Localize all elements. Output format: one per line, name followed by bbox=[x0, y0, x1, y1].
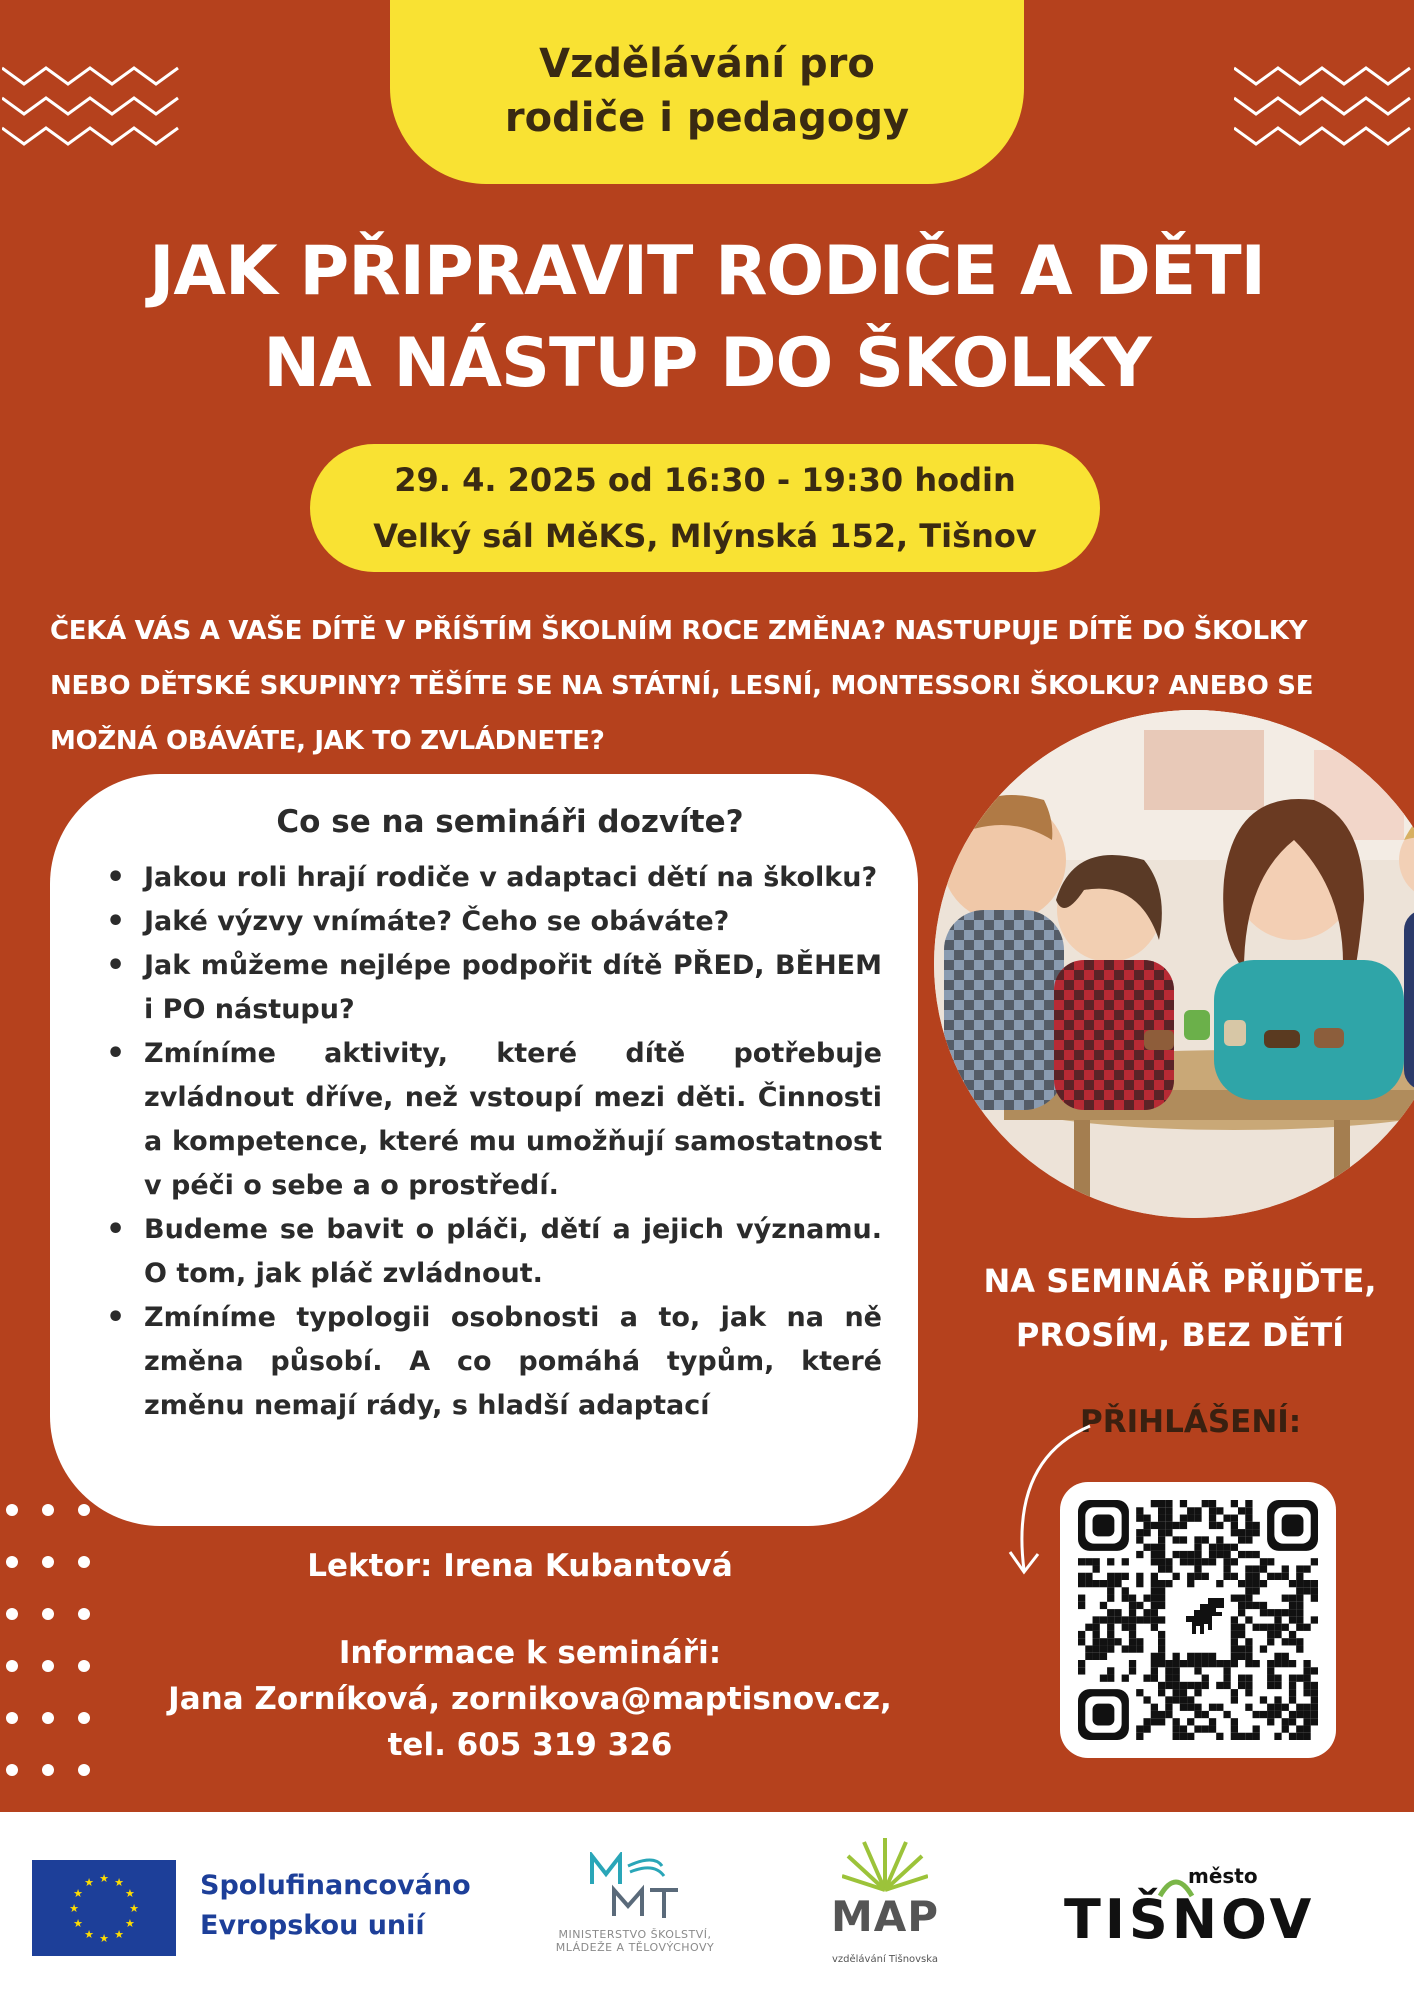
svg-text:★: ★ bbox=[73, 1917, 83, 1930]
contact-phone[interactable]: tel. 605 319 326 bbox=[387, 1727, 673, 1763]
msmt-text bbox=[530, 1928, 740, 1954]
topics-heading: Co se na semináři dozvíte? bbox=[276, 804, 744, 840]
msmt-logo bbox=[530, 1852, 740, 1962]
svg-text:★: ★ bbox=[129, 1902, 139, 1915]
page-title bbox=[0, 226, 1414, 410]
qr-code-icon bbox=[1078, 1500, 1318, 1740]
svg-text:★: ★ bbox=[99, 1872, 109, 1885]
lecturer: Lektor: Irena Kubantová bbox=[307, 1548, 733, 1584]
list-item: • Budeme se bavit o pláči, dětí a jejich významu. O tom, jak pláč zvládnout. bbox=[98, 1208, 882, 1296]
audience-pill bbox=[390, 0, 1024, 184]
zigzag-decoration-left bbox=[2, 58, 182, 148]
event-datetime: 29. 4. 2025 od 16:30 - 19:30 hodin bbox=[394, 461, 1016, 499]
list-item: • Jakou roli hrají rodiče v adaptaci dětí na školku? bbox=[98, 856, 882, 900]
title-line-1: JAK PŘIPRAVIT RODIČE A DĚTI bbox=[149, 232, 1265, 311]
town-name: TIŠNOV bbox=[1064, 1888, 1316, 1951]
svg-text:★: ★ bbox=[99, 1932, 109, 1945]
notice-line-1: NA SEMINÁŘ PŘIJĎTE, bbox=[983, 1262, 1377, 1300]
children-playing-illustration bbox=[934, 710, 1414, 1218]
map-word: MAP bbox=[830, 1892, 940, 1941]
notice-line-2: PROSÍM, BEZ DĚTÍ bbox=[1015, 1316, 1345, 1354]
dots-decoration bbox=[4, 1500, 94, 1780]
map-rays-icon bbox=[842, 1836, 928, 1892]
map-subtitle: vzdělávání Tišnovska bbox=[831, 1954, 939, 1965]
title-line-2: NA NÁSTUP DO ŠKOLKY bbox=[263, 324, 1151, 403]
svg-text:★: ★ bbox=[114, 1927, 124, 1941]
town-label: město bbox=[1188, 1864, 1258, 1888]
list-item: • Zmíníme typologii osobnosti a to, jak na ně změna působí. A co pomáhá typům, které změnu nemají rády, s hladší adaptací bbox=[98, 1296, 882, 1428]
info-label: Informace k semináři: bbox=[338, 1635, 722, 1671]
svg-text:★: ★ bbox=[69, 1902, 79, 1915]
no-children-notice bbox=[970, 1254, 1390, 1362]
audience-line-1: Vzdělávání pro bbox=[539, 41, 875, 87]
msmt-mark-icon bbox=[584, 1852, 684, 1922]
intro-line-3: MOŽNÁ OBÁVÁTE, JAK TO ZVLÁDNETE? bbox=[50, 726, 605, 756]
svg-text:★: ★ bbox=[84, 1876, 94, 1890]
svg-text:★: ★ bbox=[73, 1887, 83, 1900]
svg-text:★: ★ bbox=[114, 1876, 124, 1890]
kindergarten-photo bbox=[934, 710, 1414, 1218]
registration-qr-code[interactable] bbox=[1060, 1482, 1336, 1758]
eu-flag-icon bbox=[32, 1860, 176, 1956]
tisnov-logo bbox=[1064, 1864, 1316, 1954]
svg-text:★: ★ bbox=[125, 1887, 135, 1900]
eu-line-2: Evropskou unií bbox=[200, 1910, 425, 1941]
footer-logos bbox=[0, 1812, 1414, 2000]
event-venue: Velký sál MěKS, Mlýnská 152, Tišnov bbox=[373, 517, 1037, 555]
msmt-line-1: MINISTERSTVO ŠKOLSTVÍ, bbox=[558, 1928, 712, 1941]
event-details-pill bbox=[310, 444, 1100, 572]
map-logo bbox=[830, 1836, 940, 1986]
svg-text:★: ★ bbox=[125, 1917, 135, 1930]
seminar-topics-card bbox=[50, 774, 918, 1526]
list-item: • Jaké výzvy vnímáte? Čeho se obáváte? bbox=[98, 900, 882, 944]
contact-email-line[interactable]: Jana Zorníková, zornikova@maptisnov.cz, bbox=[168, 1681, 892, 1717]
eu-line-1: Spolufinancováno bbox=[200, 1870, 471, 1901]
list-item: • Jak můžeme nejlépe podpořit dítě PŘED, BĚHEM i PO nástupu? bbox=[98, 944, 882, 1032]
list-item: • Zmíníme aktivity, které dítě potřebuje zvládnout dříve, než vstoupí mezi děti. Činnosti a kompetence, které mu umožňují samostatnost v péči o sebe a o prostředí. bbox=[98, 1032, 882, 1208]
eu-cofinanced-text bbox=[200, 1866, 471, 1946]
topics-list bbox=[98, 856, 882, 1428]
intro-line-1: ČEKÁ VÁS A VAŠE DÍTĚ V PŘÍŠTÍM ŠKOLNÍM ROCE ZMĚNA? NASTUPUJE DÍTĚ DO ŠKOLKY bbox=[50, 616, 1308, 646]
contact-info bbox=[100, 1630, 960, 1768]
svg-text:★: ★ bbox=[84, 1927, 94, 1941]
audience-line-2: rodiče i pedagogy bbox=[504, 95, 910, 141]
registration-label: PŘIHLÁŠENÍ: bbox=[1080, 1404, 1302, 1440]
msmt-line-2: MLÁDEŽE A TĚLOVÝCHOVY bbox=[555, 1941, 715, 1954]
intro-line-2: NEBO DĚTSKÉ SKUPINY? TĚŠÍTE SE NA STÁTNÍ, LESNÍ, MONTESSORI ŠKOLKU? ANEBO SE bbox=[50, 671, 1314, 701]
zigzag-decoration-right bbox=[1234, 58, 1414, 148]
